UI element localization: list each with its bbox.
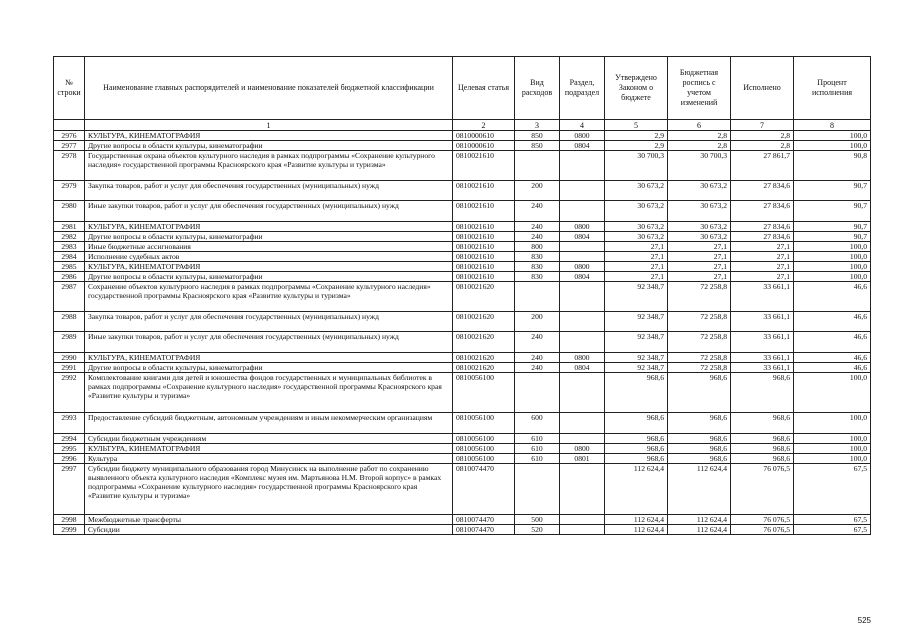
table-row [54,252,871,262]
header-row [54,57,871,120]
target-article: 0810021620 [453,353,515,363]
schedule-value: 968,6 [668,444,731,454]
row-name: КУЛЬТУРА, КИНЕМАТОГРАФИЯ [85,444,453,454]
expense-type: 200 [515,181,560,201]
percent-value: 100,0 [794,242,871,252]
section-code [560,252,605,262]
header-percent: Процент исполнения [794,57,871,120]
section-code [560,181,605,201]
row-name: Государственная охрана объектов культурного наследия в рамках подпрограммы «Сохранение культурного наследия» государственной программы Красноярского края «Развитие культуры и туризма» [85,151,453,181]
target-article: 0810021620 [453,282,515,312]
row-name: Иные закупки товаров, работ и услуг для обеспечения государственных (муниципальных) нужд [85,332,453,353]
percent-value: 46,6 [794,353,871,363]
header-approved: Утверждено Законом о бюджете [605,57,668,120]
percent-value: 100,0 [794,272,871,282]
executed-value: 27 834,6 [731,181,794,201]
schedule-value: 27,1 [668,252,731,262]
approved-value: 92 348,7 [605,353,668,363]
executed-value: 76 076,5 [731,464,794,515]
target-article: 0810056100 [453,444,515,454]
target-article: 0810021610 [453,151,515,181]
section-code: 0804 [560,363,605,373]
schedule-value: 72 258,8 [668,353,731,363]
table-row [54,454,871,464]
row-name: Закупка товаров, работ и услуг для обеспечения государственных (муниципальных) нужд [85,181,453,201]
schedule-value: 30 673,2 [668,232,731,242]
executed-value: 27,1 [731,262,794,272]
row-number: 2989 [54,332,85,353]
table-row [54,262,871,272]
header-name: Наименование главных распорядителей и наименование показателей бюджетной классификации [85,57,453,120]
row-number: 2979 [54,181,85,201]
approved-value: 2,9 [605,131,668,141]
row-number: 2985 [54,262,85,272]
schedule-value: 27,1 [668,242,731,252]
section-code: 0800 [560,444,605,454]
header-executed: Исполнено [731,57,794,120]
row-name: КУЛЬТУРА, КИНЕМАТОГРАФИЯ [85,353,453,363]
section-code [560,434,605,444]
schedule-value: 968,6 [668,413,731,434]
approved-value: 2,9 [605,141,668,151]
row-name: Исполнение судебных актов [85,252,453,262]
expense-type: 830 [515,262,560,272]
colnum: 3 [515,120,560,131]
target-article: 0810021620 [453,332,515,353]
section-code [560,201,605,222]
executed-value: 33 661,1 [731,363,794,373]
target-article: 0810021610 [453,181,515,201]
row-name: Другие вопросы в области культуры, кинематографии [85,363,453,373]
row-name: Закупка товаров, работ и услуг для обеспечения государственных (муниципальных) нужд [85,312,453,332]
section-code: 0801 [560,454,605,464]
row-name: КУЛЬТУРА, КИНЕМАТОГРАФИЯ [85,131,453,141]
target-article: 0810000610 [453,141,515,151]
target-article: 0810056100 [453,454,515,464]
row-name: Субсидии бюджету муниципального образования город Минусинск на выполнение работ по сохранению выявленного объекта культурного наследия «Комплекс музея им. Мартьянова Н.М. Второй корпус» в рамках подпрограммы «Сохранение культурного наследия» государственной программы Красноярского края «Развитие культуры и туризма» [85,464,453,515]
row-number: 2997 [54,464,85,515]
row-name: Другие вопросы в области культуры, кинематографии [85,232,453,242]
expense-type [515,464,560,515]
section-code [560,515,605,525]
table-row [54,373,871,413]
executed-value: 27,1 [731,252,794,262]
percent-value: 100,0 [794,373,871,413]
table-row [54,515,871,525]
expense-type: 830 [515,252,560,262]
expense-type: 600 [515,413,560,434]
schedule-value: 2,8 [668,141,731,151]
row-number: 2992 [54,373,85,413]
target-article: 0810056100 [453,434,515,444]
target-article: 0810021620 [453,363,515,373]
row-number: 2980 [54,201,85,222]
table-row [54,222,871,232]
target-article: 0810021610 [453,272,515,282]
percent-value: 100,0 [794,262,871,272]
section-code: 0800 [560,262,605,272]
row-number: 2981 [54,222,85,232]
target-article: 0810056100 [453,373,515,413]
row-name: Сохранение объектов культурного наследия в рамках подпрограммы «Сохранение культурного наследия» государственной программы Красноярского края «Развитие культуры и туризма» [85,282,453,312]
schedule-value: 27,1 [668,262,731,272]
row-name: Субсидии бюджетным учреждениям [85,434,453,444]
table-row [54,131,871,141]
column-numbers-row [54,120,871,131]
percent-value: 46,6 [794,363,871,373]
executed-value: 33 661,1 [731,353,794,363]
section-code: 0800 [560,131,605,141]
row-number: 2976 [54,131,85,141]
row-number: 2996 [54,454,85,464]
schedule-value: 30 700,3 [668,151,731,181]
section-code: 0804 [560,272,605,282]
expense-type: 800 [515,242,560,252]
row-name: Межбюджетные трансферты [85,515,453,525]
header-expense-type: Вид расходов [515,57,560,120]
row-number: 2983 [54,242,85,252]
percent-value: 100,0 [794,131,871,141]
header-target-article: Целевая статья [453,57,515,120]
row-name: Иные закупки товаров, работ и услуг для обеспечения государственных (муниципальных) нужд [85,201,453,222]
executed-value: 27 861,7 [731,151,794,181]
executed-value: 27 834,6 [731,201,794,222]
table-row [54,464,871,515]
approved-value: 27,1 [605,262,668,272]
colnum [54,120,85,131]
schedule-value: 72 258,8 [668,332,731,353]
schedule-value: 72 258,8 [668,312,731,332]
table-row [54,282,871,312]
percent-value: 46,6 [794,332,871,353]
percent-value: 90,7 [794,232,871,242]
executed-value: 968,6 [731,413,794,434]
colnum: 2 [453,120,515,131]
schedule-value: 27,1 [668,272,731,282]
schedule-value: 30 673,2 [668,222,731,232]
expense-type: 610 [515,434,560,444]
target-article: 0810056100 [453,413,515,434]
row-number: 2998 [54,515,85,525]
table-row [54,201,871,222]
approved-value: 112 624,4 [605,515,668,525]
row-number: 2988 [54,312,85,332]
schedule-value: 30 673,2 [668,201,731,222]
target-article: 0810021620 [453,312,515,332]
percent-value: 100,0 [794,444,871,454]
table-row [54,181,871,201]
table-row [54,232,871,242]
table-row [54,242,871,252]
expense-type: 240 [515,222,560,232]
target-article: 0810000610 [453,131,515,141]
colnum: 7 [731,120,794,131]
colnum: 8 [794,120,871,131]
percent-value: 100,0 [794,141,871,151]
row-name: Культура [85,454,453,464]
table-row [54,312,871,332]
row-number: 2986 [54,272,85,282]
table-row [54,444,871,454]
approved-value: 92 348,7 [605,312,668,332]
percent-value: 100,0 [794,413,871,434]
percent-value: 100,0 [794,252,871,262]
expense-type: 240 [515,201,560,222]
approved-value: 112 624,4 [605,525,668,535]
executed-value: 27 834,6 [731,232,794,242]
table-row [54,151,871,181]
table-row [54,332,871,353]
table-row [54,525,871,535]
row-name: Субсидии [85,525,453,535]
row-name: Комплектование книгами для детей и юношества фондов государственных и муниципальных библиотек в рамках подпрограммы «Сохранение культурного наследия» государственной программы Красноярского края «Развитие культуры и туризма» [85,373,453,413]
colnum: 4 [560,120,605,131]
percent-value: 46,6 [794,282,871,312]
executed-value: 27,1 [731,272,794,282]
percent-value: 67,5 [794,464,871,515]
schedule-value: 968,6 [668,373,731,413]
table-row [54,363,871,373]
section-code [560,373,605,413]
target-article: 0810021610 [453,242,515,252]
budget-table-page [53,56,870,535]
percent-value: 100,0 [794,454,871,464]
row-name: Другие вопросы в области культуры, кинематографии [85,141,453,151]
approved-value: 968,6 [605,454,668,464]
approved-value: 30 673,2 [605,201,668,222]
section-code: 0800 [560,353,605,363]
section-code: 0804 [560,141,605,151]
expense-type: 830 [515,272,560,282]
approved-value: 92 348,7 [605,282,668,312]
row-name: КУЛЬТУРА, КИНЕМАТОГРАФИЯ [85,222,453,232]
row-name: КУЛЬТУРА, КИНЕМАТОГРАФИЯ [85,262,453,272]
section-code [560,282,605,312]
header-section: Раздел, подраздел [560,57,605,120]
percent-value: 90,8 [794,151,871,181]
executed-value: 968,6 [731,444,794,454]
schedule-value: 72 258,8 [668,363,731,373]
expense-type: 240 [515,232,560,242]
table-row [54,434,871,444]
schedule-value: 112 624,4 [668,525,731,535]
expense-type: 520 [515,525,560,535]
percent-value: 100,0 [794,434,871,444]
approved-value: 92 348,7 [605,332,668,353]
expense-type: 610 [515,444,560,454]
row-number: 2993 [54,413,85,434]
approved-value: 27,1 [605,252,668,262]
approved-value: 30 700,3 [605,151,668,181]
row-name: Предоставление субсидий бюджетным, автономным учреждениям и иным некоммерческим организациям [85,413,453,434]
row-number: 2978 [54,151,85,181]
approved-value: 30 673,2 [605,181,668,201]
percent-value: 90,7 [794,181,871,201]
expense-type: 240 [515,363,560,373]
executed-value: 76 076,5 [731,525,794,535]
expense-type: 240 [515,332,560,353]
row-number: 2977 [54,141,85,151]
budget-table [53,56,871,535]
header-row-number: № строки [54,57,85,120]
executed-value: 33 661,1 [731,282,794,312]
header-budget-schedule: Бюджетная роспись с учетом изменений [668,57,731,120]
approved-value: 968,6 [605,444,668,454]
section-code [560,242,605,252]
colnum: 5 [605,120,668,131]
executed-value: 2,8 [731,141,794,151]
expense-type: 240 [515,353,560,363]
row-name: Другие вопросы в области культуры, кинематографии [85,272,453,282]
executed-value: 76 076,5 [731,515,794,525]
section-code [560,151,605,181]
approved-value: 30 673,2 [605,222,668,232]
section-code [560,464,605,515]
expense-type [515,373,560,413]
row-number: 2982 [54,232,85,242]
section-code: 0800 [560,222,605,232]
table-row [54,413,871,434]
approved-value: 92 348,7 [605,363,668,373]
section-code [560,332,605,353]
percent-value: 90,7 [794,222,871,232]
expense-type [515,151,560,181]
colnum: 1 [85,120,453,131]
row-number: 2994 [54,434,85,444]
colnum: 6 [668,120,731,131]
target-article: 0810021610 [453,262,515,272]
section-code [560,525,605,535]
target-article: 0810021610 [453,232,515,242]
approved-value: 968,6 [605,434,668,444]
executed-value: 33 661,1 [731,332,794,353]
section-code [560,312,605,332]
expense-type [515,282,560,312]
schedule-value: 2,8 [668,131,731,141]
percent-value: 90,7 [794,201,871,222]
target-article: 0810074470 [453,525,515,535]
executed-value: 968,6 [731,454,794,464]
target-article: 0810074470 [453,515,515,525]
expense-type: 200 [515,312,560,332]
target-article: 0810021610 [453,201,515,222]
schedule-value: 112 624,4 [668,515,731,525]
row-number: 2991 [54,363,85,373]
percent-value: 67,5 [794,515,871,525]
schedule-value: 112 624,4 [668,464,731,515]
approved-value: 968,6 [605,413,668,434]
expense-type: 850 [515,141,560,151]
section-code: 0804 [560,232,605,242]
row-number: 2990 [54,353,85,363]
table-row [54,353,871,363]
executed-value: 33 661,1 [731,312,794,332]
approved-value: 112 624,4 [605,464,668,515]
table-row [54,272,871,282]
executed-value: 27 834,6 [731,222,794,232]
executed-value: 27,1 [731,242,794,252]
row-number: 2984 [54,252,85,262]
target-article: 0810074470 [453,464,515,515]
approved-value: 27,1 [605,242,668,252]
schedule-value: 30 673,2 [668,181,731,201]
approved-value: 27,1 [605,272,668,282]
schedule-value: 968,6 [668,434,731,444]
percent-value: 46,6 [794,312,871,332]
expense-type: 850 [515,131,560,141]
schedule-value: 968,6 [668,454,731,464]
percent-value: 67,5 [794,525,871,535]
approved-value: 968,6 [605,373,668,413]
executed-value: 2,8 [731,131,794,141]
table-row [54,141,871,151]
executed-value: 968,6 [731,434,794,444]
row-name: Иные бюджетные ассигнования [85,242,453,252]
row-number: 2995 [54,444,85,454]
expense-type: 500 [515,515,560,525]
target-article: 0810021610 [453,222,515,232]
row-number: 2999 [54,525,85,535]
page-number: 525 [857,616,871,625]
expense-type: 610 [515,454,560,464]
section-code [560,413,605,434]
approved-value: 30 673,2 [605,232,668,242]
row-number: 2987 [54,282,85,312]
target-article: 0810021610 [453,252,515,262]
schedule-value: 72 258,8 [668,282,731,312]
executed-value: 968,6 [731,373,794,413]
